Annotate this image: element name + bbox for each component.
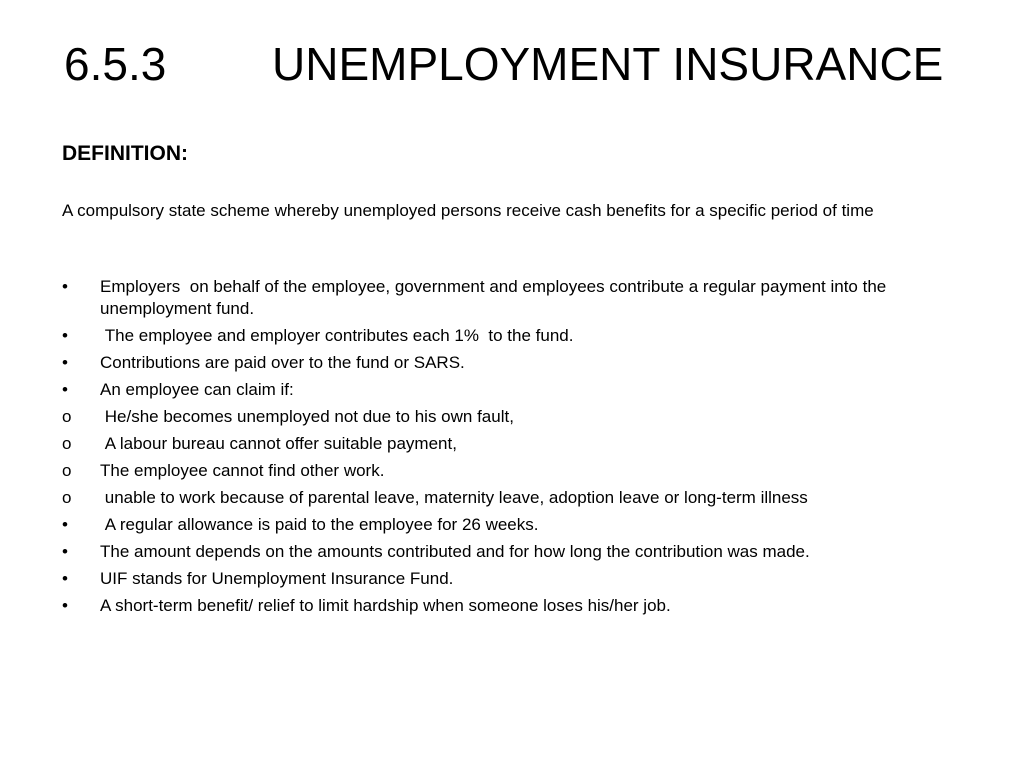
list-item bbox=[62, 541, 932, 563]
bullet-marker: • bbox=[62, 326, 68, 345]
list-item-text: The amount depends on the amounts contributed and for how long the contribution was made. bbox=[100, 542, 810, 561]
list-item-text: A labour bureau cannot offer suitable payment, bbox=[100, 434, 457, 453]
title-number: 6.5.3 bbox=[64, 38, 167, 90]
list-item bbox=[62, 325, 932, 347]
bullet-marker: • bbox=[62, 353, 68, 372]
title-text: UNEMPLOYMENT INSURANCE bbox=[272, 38, 944, 90]
circle-marker: o bbox=[62, 407, 72, 426]
list-item bbox=[62, 276, 932, 320]
definition-text: A compulsory state scheme whereby unemployed persons receive cash benefits for a specific period of time bbox=[62, 201, 874, 220]
list-item-text: He/she becomes unemployed not due to his own fault, bbox=[100, 407, 514, 426]
list-item-text: unable to work because of parental leave, maternity leave, adoption leave or long-term illness bbox=[100, 488, 808, 507]
content-list bbox=[62, 276, 932, 622]
list-item-text: The employee and employer contributes each 1% to the fund. bbox=[100, 326, 574, 345]
list-item-text: A short-term benefit/ relief to limit hardship when someone loses his/her job. bbox=[100, 596, 671, 615]
bullet-marker: • bbox=[62, 277, 68, 296]
list-item bbox=[62, 379, 932, 401]
list-item-text: UIF stands for Unemployment Insurance Fund. bbox=[100, 569, 454, 588]
list-item bbox=[62, 460, 932, 482]
list-item-text: An employee can claim if: bbox=[100, 380, 294, 399]
list-item bbox=[62, 487, 932, 509]
list-item bbox=[62, 595, 932, 617]
bullet-marker: • bbox=[62, 515, 68, 534]
list-item-text: Employers on behalf of the employee, government and employees contribute a regular payment into the unemployment fund. bbox=[100, 277, 891, 318]
list-item bbox=[62, 352, 932, 374]
list-item bbox=[62, 406, 932, 428]
list-item-text: The employee cannot find other work. bbox=[100, 461, 385, 480]
definition-heading: DEFINITION: bbox=[62, 142, 188, 165]
list-item bbox=[62, 433, 932, 455]
list-item bbox=[62, 568, 932, 590]
list-item-text: Contributions are paid over to the fund or SARS. bbox=[100, 353, 465, 372]
bullet-marker: • bbox=[62, 542, 68, 561]
circle-marker: o bbox=[62, 488, 72, 507]
bullet-marker: • bbox=[62, 569, 68, 588]
circle-marker: o bbox=[62, 434, 72, 453]
bullet-marker: • bbox=[62, 596, 68, 615]
circle-marker: o bbox=[62, 461, 72, 480]
slide-title bbox=[64, 32, 984, 96]
bullet-marker: • bbox=[62, 380, 68, 399]
list-item bbox=[62, 514, 932, 536]
list-item-text: A regular allowance is paid to the employee for 26 weeks. bbox=[100, 515, 539, 534]
